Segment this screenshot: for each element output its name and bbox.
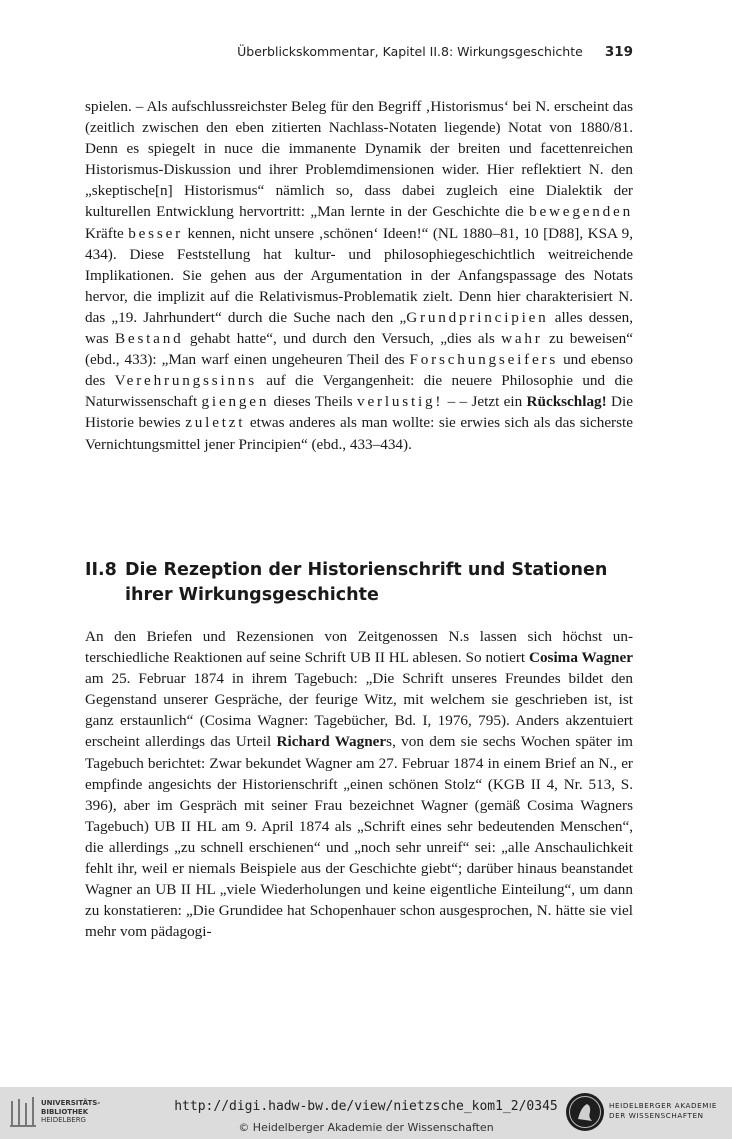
source-url-link[interactable]: http://digi.hadw-bw.de/view/nietzsche_kom1_2/0345 bbox=[174, 1099, 558, 1114]
section-number: II.8 bbox=[85, 560, 117, 580]
running-head bbox=[85, 44, 633, 60]
copyright-notice: © Heidelberger Akademie der Wissenschaften bbox=[238, 1121, 494, 1134]
section-title-line1: Die Rezeption der Historienschrift und Stationen bbox=[125, 560, 608, 580]
academy-seal-icon bbox=[564, 1091, 606, 1137]
academy-logo-text: HEIDELBERGER AKADEMIE DER WISSENSCHAFTEN bbox=[609, 1101, 717, 1120]
section-title-line2: ihrer Wirkungsgeschichte bbox=[125, 585, 379, 605]
footer-bar bbox=[0, 1087, 732, 1139]
paragraph-historismus: spielen. – Als aufschlussreichster Beleg für den Begriff ‚Historismus‘ bei N. erscheint das (zeitlich zwischen den eben zitierten Nachlass-Notaten liegende) Notat von 1880/81. Denn es spiegelt in nuce die immanente Dynamik der breiten und facettenreichen Historismus-Diskussion und ihrer Problemdimensionen wider. Hier reflektiert N. den „skeptische[n] Historismus“ nämlich so, dass dabei zugleich eine Dialektik der kulturellen Entwicklung hervortritt: „Man lernte in der Geschichte die bewegenden Kräfte besser kennen, nicht unsere ‚schönen‘ Ideen!“ (NL 1880–81, 10 [D88], KSA 9, 434). Diese Feststellung hat kultur- und philosophiegeschichtlich weitreichende Implikationen. Sie gehen aus der Argumentation in der Anfangspassage des Notats hervor, die implizit auf die Relativismus-Problematik zielt. Denn hier charakterisiert N. das „19. Jahrhundert“ durch die Suche nach den „Grundprincipien alles dessen, was Bestand gehabt hatte“, und durch den Versuch, „dies als wahr zu beweisen“ (ebd., 433): „Man warf einen ungeheuren Theil des Forschungseifers und ebenso des Verehrungssinns auf die Vergangenheit: die neuere Philosophie und die Naturwissenschaft giengen dieses Theils verlustig! – – Jetzt ein Rückschlag! Die Historie bewies zuletzt etwas anderes als man wollte: sie erwies sich als das sicherste Vernichtungsmittel jener Principien“ (ebd., 433–434). bbox=[85, 98, 633, 453]
running-title: Überblickskommentar, Kapitel II.8: Wirkungsgeschichte bbox=[237, 44, 583, 59]
page-number: 319 bbox=[604, 44, 633, 60]
paragraph-rezeption: An den Briefen und Rezensionen von Zeitgenossen N.s lassen sich höchst unterschiedliche Reaktionen auf seine Schrift UB II HL ablesen. So notiert Cosima Wagner am 25. Februar 1874 in ihrem Tagebuch: „Die Schrift unseres Freundes bildet den Gegenstand unserer Gespräche, der feurige Witz, mit welchem sie geschrieben ist, ist ganz erstaunlich“ (Cosima Wagner: Tagebücher, Bd. I, 1976, 795). Anders akzentuiert erscheint allerdings das Urteil Richard Wagners, von dem sie sechs Wochen später im Tagebuch berichtet: Zwar bekundet Wagner am 27. Februar 1874 in einem Brief an N., er empfinde angesichts der Historienschrift „einen schönen Stolz“ (KGB II 4, Nr. 513, S. 396), aber im Gespräch mit seiner Frau bezeichnet Wagner (gemäß Cosima Wagners Tagebuch) UB II HL am 9. April 1874 als „Schrift eines sehr bedeutenden Menschen“, die allerdings „zu schnell erschienen“ und „noch sehr unreif“ sei: „alle Anschaulichkeit fehlt ihr, weil er niemals Beispiele aus der Geschichte giebt“; darüber hinaus beanstandet Wagner an UB II HL „viele Wiederholungen und keine eigentliche Einteilung“, um dann zu konstatieren: „Die Grundidee hat Schopenhauer schon ausgesprochen, N. hätte sie viel mehr vom pädagogi- bbox=[85, 628, 633, 941]
university-library-logo: UNIVERSITÄTS- BIBLIOTHEK HEIDELBERG bbox=[41, 1099, 101, 1124]
section-heading bbox=[85, 558, 633, 608]
